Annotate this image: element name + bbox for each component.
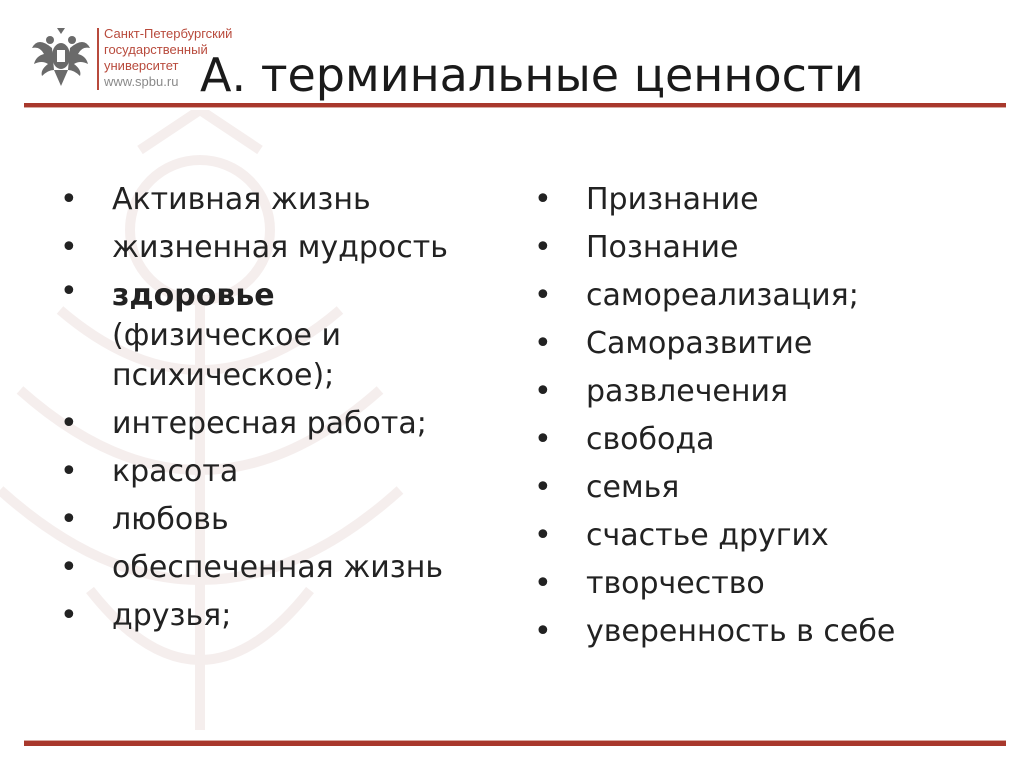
logo-url: www.spbu.ru bbox=[104, 74, 179, 89]
list-item-bold: здоровье bbox=[112, 278, 275, 313]
double-headed-eagle-icon bbox=[30, 26, 92, 92]
slide-title: А. терминальные ценности bbox=[200, 48, 864, 102]
footer-rule bbox=[24, 740, 1006, 746]
list-item: • Признание bbox=[534, 176, 1004, 224]
list-item: • жизненная мудрость bbox=[60, 224, 490, 272]
list-item: • Познание bbox=[534, 224, 1004, 272]
list-item-line: психическое); bbox=[112, 358, 335, 393]
logo-line-3: университет bbox=[104, 58, 179, 73]
list-item: • развлечения bbox=[534, 368, 1004, 416]
logo-line-1: Санкт-Петербургский bbox=[104, 26, 233, 41]
list-item: • любовь bbox=[60, 496, 490, 544]
list-item: • друзья; bbox=[60, 592, 490, 640]
list-item: • самореализация; bbox=[534, 272, 1004, 320]
list-item: • свобода bbox=[534, 416, 1004, 464]
list-item bbox=[60, 272, 490, 400]
list-item: • уверенность в себе bbox=[534, 608, 1004, 656]
list-item: • Саморазвитие bbox=[534, 320, 1004, 368]
list-item: • счастье других bbox=[534, 512, 1004, 560]
title-rule bbox=[24, 103, 1006, 108]
list-item: • обеспеченная жизнь bbox=[60, 544, 490, 592]
list-item: • интересная работа; bbox=[60, 400, 490, 448]
left-values-list bbox=[60, 176, 490, 640]
logo-divider bbox=[97, 28, 99, 90]
list-item: • творчество bbox=[534, 560, 1004, 608]
right-values-list bbox=[534, 176, 1004, 656]
list-item: • красота bbox=[60, 448, 490, 496]
logo-line-2: государственный bbox=[104, 42, 208, 57]
list-item: • семья bbox=[534, 464, 1004, 512]
list-item: • Активная жизнь bbox=[60, 176, 490, 224]
list-item-line: (физическое и bbox=[112, 318, 341, 353]
